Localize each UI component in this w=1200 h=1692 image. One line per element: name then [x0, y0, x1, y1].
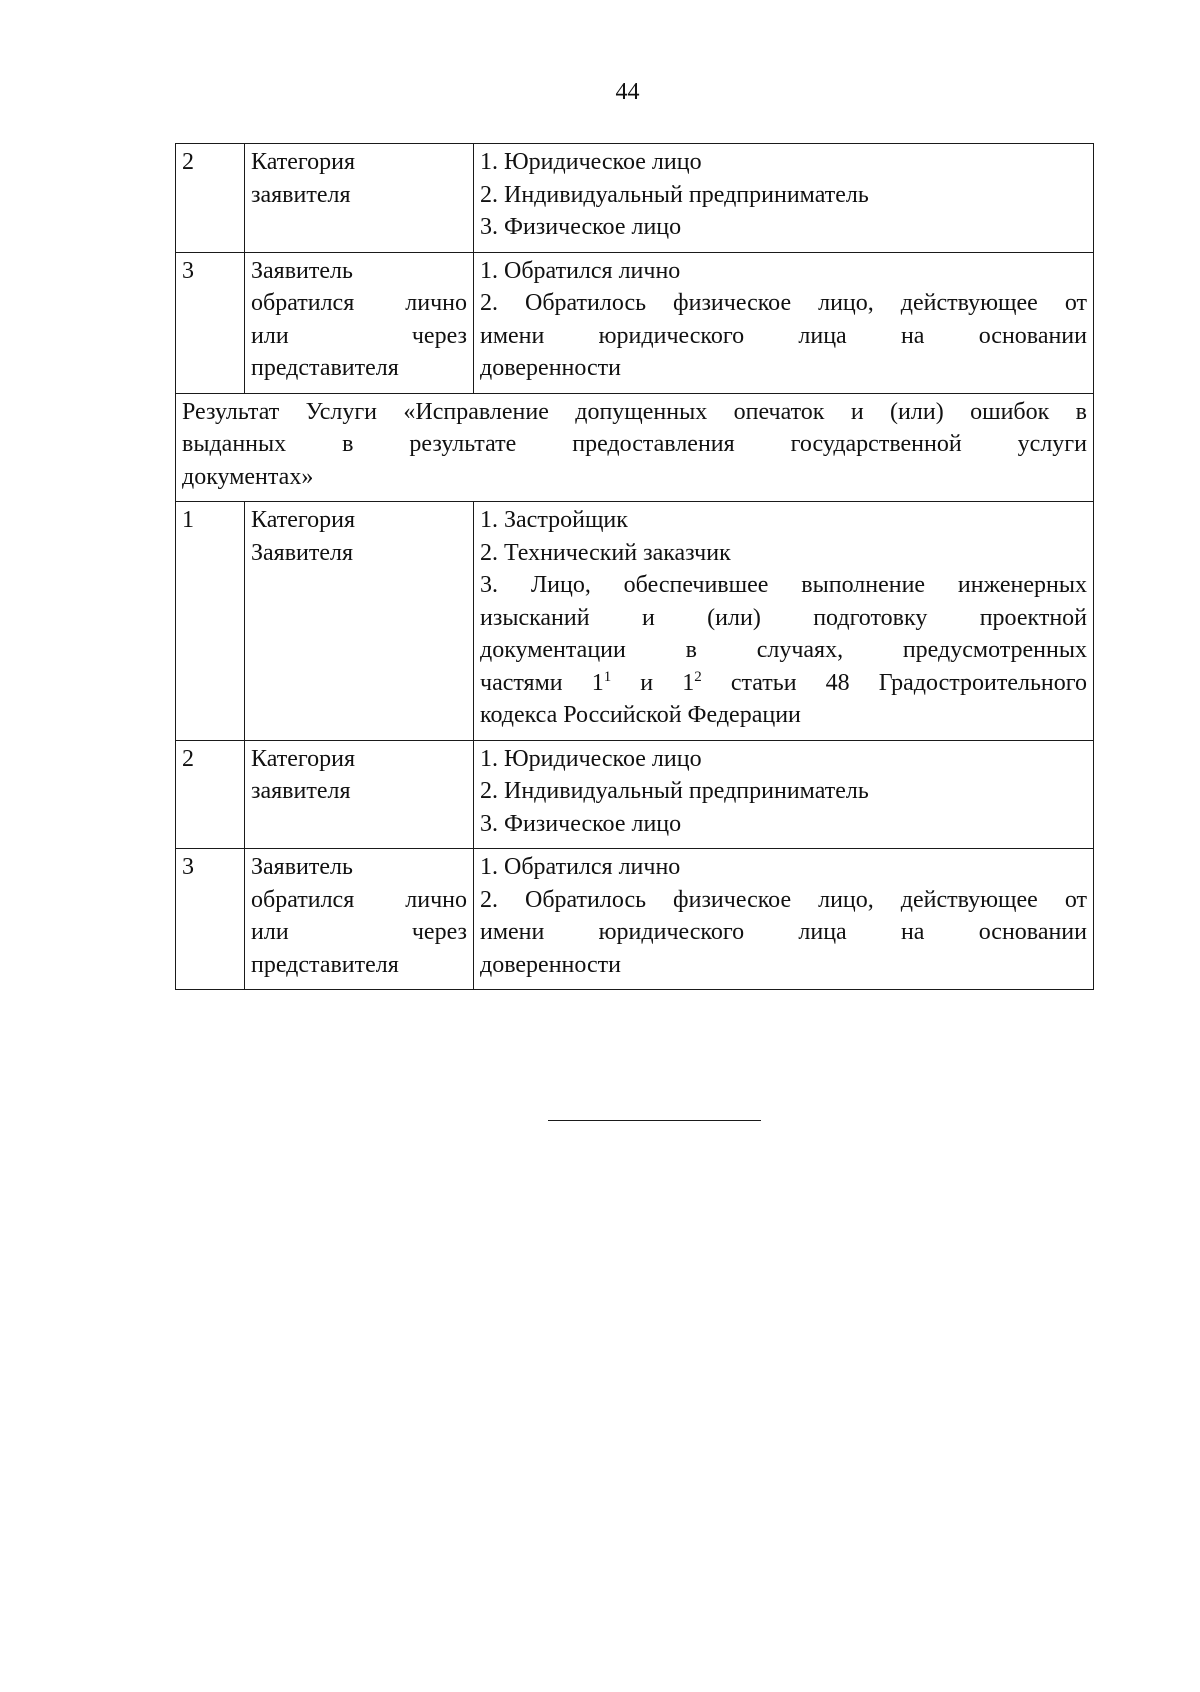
section-header-line: Результат Услуги «Исправление допущенных опечаток и (или) ошибок в: [182, 398, 1087, 425]
criterion-name: [245, 849, 474, 990]
criterion-value-line: изысканий и (или) подготовку проектной: [480, 604, 1087, 631]
row-number: 3: [176, 849, 245, 990]
applicant-criteria-table: [175, 143, 1094, 990]
sup-line-part: частями 1: [480, 669, 604, 696]
row-number: 3: [176, 252, 245, 393]
criterion-value-line: доверенности: [480, 951, 621, 978]
criterion-name-line: обратился лично: [251, 886, 467, 913]
criterion-value-line: имени юридического лица на основании: [480, 919, 1087, 945]
criterion-value-line: 1. Юридическое лицо: [480, 149, 702, 175]
criterion-value-line: имени юридического лица на основании: [480, 322, 1087, 349]
criterion-name: [245, 740, 474, 849]
criterion-value-line: 3. Физическое лицо: [480, 214, 682, 240]
criterion-name-line: Заявителя: [251, 539, 354, 566]
sup-line-part: статьи 48 Градостроительного: [701, 669, 1088, 696]
criterion-name-line: заявителя: [251, 181, 351, 208]
criterion-name: [245, 252, 474, 393]
page-number: 44: [615, 79, 640, 105]
section-header-line: выданных в результате предоставления государственной услуги: [182, 431, 1087, 457]
criterion-name-line: представителя: [251, 951, 399, 978]
criterion-values: [474, 144, 1094, 253]
criterion-name: [245, 144, 474, 253]
criterion-name-line: Заявитель: [251, 854, 353, 880]
criterion-name-line: Категория: [251, 745, 355, 772]
criterion-name-line: или через: [251, 919, 467, 945]
row-number: 1: [176, 502, 245, 741]
row-number: 2: [176, 144, 245, 253]
criterion-value-line: 2. Индивидуальный предприниматель: [480, 778, 869, 804]
criterion-name-line: Категория: [251, 507, 355, 533]
criterion-name-line: или через: [251, 322, 467, 349]
criterion-name: [245, 502, 474, 741]
section-header-row: [176, 393, 1094, 502]
section-header-line: документах»: [182, 463, 314, 490]
criterion-value-line: 1. Обратился лично: [480, 854, 681, 880]
superscript: 1: [603, 668, 612, 685]
criterion-value-line-with-superscripts: [480, 667, 1087, 700]
criterion-value-line: 3. Лицо, обеспечившее выполнение инженерных: [480, 572, 1087, 598]
criterion-value-line: 1. Обратился лично: [480, 257, 681, 284]
criterion-value-line: доверенности: [480, 355, 621, 381]
row-number: 2: [176, 740, 245, 849]
table-row: [176, 502, 1094, 741]
criterion-value-line: документации в случаях, предусмотренных: [480, 637, 1087, 663]
table-row: [176, 144, 1094, 253]
criterion-name-line: обратился лично: [251, 290, 467, 316]
criterion-name-line: Категория: [251, 149, 355, 175]
table-row: [176, 740, 1094, 849]
criterion-value-line: 3. Физическое лицо: [480, 810, 682, 837]
table-row: [176, 849, 1094, 990]
superscript: 2: [694, 668, 702, 685]
criterion-name-line: заявителя: [251, 778, 351, 804]
criterion-values: [474, 502, 1094, 741]
criterion-values: [474, 849, 1094, 990]
criterion-value-line: 1. Юридическое лицо: [480, 745, 702, 772]
criterion-name-line: Заявитель: [251, 257, 353, 284]
criterion-value-line: 2. Технический заказчик: [480, 539, 731, 566]
criterion-values: [474, 740, 1094, 849]
criterion-value-line: 2. Обратилось физическое лицо, действующее от: [480, 290, 1087, 316]
criterion-values: [474, 252, 1094, 393]
criterion-value-line: 2. Индивидуальный предприниматель: [480, 181, 869, 208]
criterion-value-line: кодекса Российской Федерации: [480, 702, 801, 728]
criterion-name-line: представителя: [251, 355, 399, 381]
table-row: [176, 252, 1094, 393]
sup-line-part: и 1: [611, 669, 695, 696]
criterion-value-line: 2. Обратилось физическое лицо, действующее от: [480, 886, 1087, 913]
section-header: [176, 393, 1094, 502]
criterion-value-line: 1. Застройщик: [480, 507, 628, 533]
end-of-document-rule: [548, 1120, 761, 1121]
